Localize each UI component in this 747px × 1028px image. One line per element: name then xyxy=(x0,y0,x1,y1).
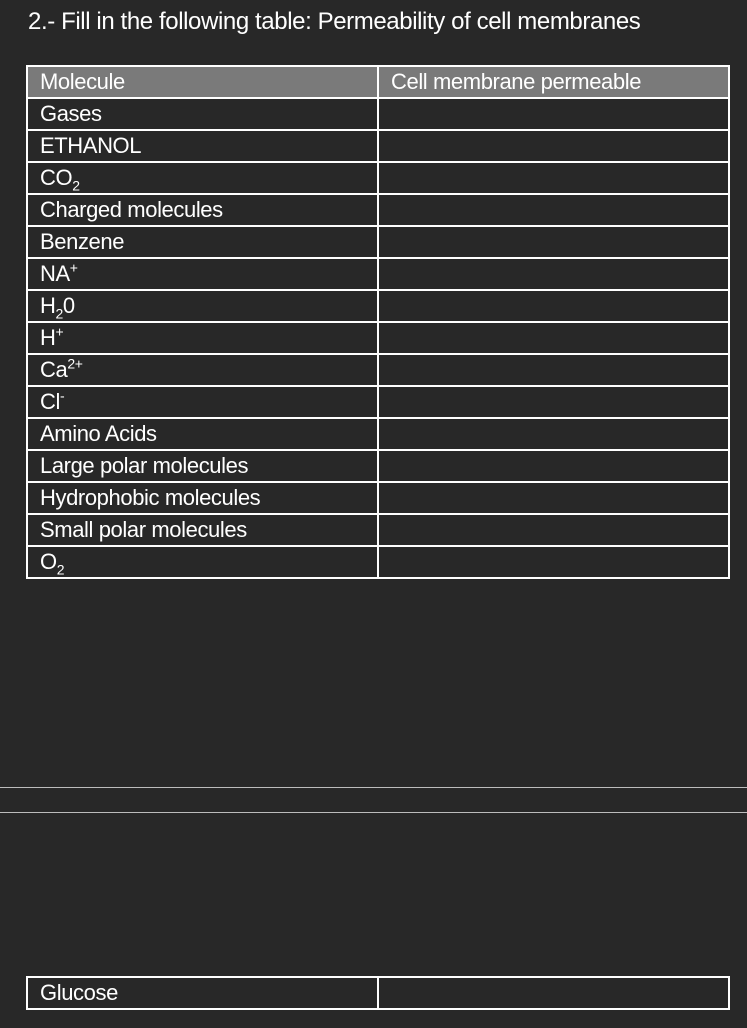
molecule-cell xyxy=(27,98,378,130)
molecule-name: H xyxy=(40,293,56,318)
molecule-cell xyxy=(27,162,378,194)
table-row xyxy=(27,130,729,162)
glucose-table xyxy=(26,976,730,1010)
molecule-cell xyxy=(27,418,378,450)
molecule-name: Hydrophobic molecules xyxy=(40,485,261,510)
molecule-name: Large polar molecules xyxy=(40,453,249,478)
permeable-answer-cell[interactable] xyxy=(378,130,729,162)
table-row xyxy=(27,354,729,386)
table-row xyxy=(27,226,729,258)
col-header-molecule: Molecule xyxy=(27,66,378,98)
table-row xyxy=(27,482,729,514)
molecule-cell xyxy=(27,354,378,386)
molecule-name: Cl xyxy=(40,389,60,414)
permeable-answer-cell[interactable] xyxy=(378,194,729,226)
permeable-answer-cell[interactable] xyxy=(378,418,729,450)
molecule-cell xyxy=(27,258,378,290)
permeable-answer-cell[interactable] xyxy=(378,322,729,354)
table-row xyxy=(27,98,729,130)
divider-line xyxy=(0,812,747,813)
molecule-name: H xyxy=(40,325,56,350)
permeable-answer-cell[interactable] xyxy=(378,450,729,482)
permeable-answer-cell[interactable] xyxy=(378,354,729,386)
permeable-answer-cell[interactable] xyxy=(378,290,729,322)
molecule-name: CO xyxy=(40,165,73,190)
molecule-cell xyxy=(27,194,378,226)
table-header-row xyxy=(27,66,729,98)
molecule-name: NA xyxy=(40,261,70,286)
molecule-cell xyxy=(27,482,378,514)
molecule-name: Glucose xyxy=(40,980,118,1005)
molecule-superscript: 2+ xyxy=(67,355,83,372)
molecule-cell xyxy=(27,130,378,162)
divider-line xyxy=(0,787,747,788)
table-row xyxy=(27,162,729,194)
permeable-answer-cell[interactable] xyxy=(378,162,729,194)
table-row xyxy=(27,322,729,354)
permeable-answer-cell[interactable] xyxy=(378,514,729,546)
molecule-cell xyxy=(27,322,378,354)
table-row xyxy=(27,194,729,226)
table-row xyxy=(27,418,729,450)
molecule-name: Amino Acids xyxy=(40,421,157,446)
molecule-cell xyxy=(27,514,378,546)
permeable-answer-cell[interactable] xyxy=(378,977,729,1009)
table-row xyxy=(27,977,729,1009)
molecule-cell xyxy=(27,290,378,322)
permeability-table xyxy=(26,65,730,579)
table-row xyxy=(27,546,729,578)
molecule-subscript: 2 xyxy=(56,561,65,578)
permeable-answer-cell[interactable] xyxy=(378,482,729,514)
page-title: 2.- Fill in the following table: Permeability of cell membranes xyxy=(28,8,641,35)
molecule-cell xyxy=(27,450,378,482)
col-header-permeable: Cell membrane permeable xyxy=(378,66,729,98)
molecule-cell xyxy=(27,226,378,258)
molecule-name: Small polar molecules xyxy=(40,517,247,542)
molecule-superscript: + xyxy=(69,259,78,276)
molecule-name: Gases xyxy=(40,101,102,126)
molecule-subscript: 2 xyxy=(55,305,63,322)
molecule-name: Charged molecules xyxy=(40,197,223,222)
molecule-superscript: + xyxy=(55,323,64,340)
table-row xyxy=(27,386,729,418)
table-row xyxy=(27,514,729,546)
permeable-answer-cell[interactable] xyxy=(378,546,729,578)
molecule-name: O xyxy=(40,549,57,574)
molecule-name: Ca xyxy=(40,357,68,382)
table-row xyxy=(27,450,729,482)
molecule-subscript: 2 xyxy=(72,177,80,194)
molecule-name: ETHANOL xyxy=(40,133,142,158)
molecule-cell xyxy=(27,546,378,578)
permeable-answer-cell[interactable] xyxy=(378,226,729,258)
permeable-answer-cell[interactable] xyxy=(378,258,729,290)
molecule-name: Benzene xyxy=(40,229,125,254)
table-row xyxy=(27,258,729,290)
permeable-answer-cell[interactable] xyxy=(378,386,729,418)
molecule-cell xyxy=(27,386,378,418)
molecule-cell xyxy=(27,977,378,1009)
permeable-answer-cell[interactable] xyxy=(378,98,729,130)
molecule-tail: 0 xyxy=(62,293,75,318)
molecule-superscript: - xyxy=(59,387,65,404)
table-row xyxy=(27,290,729,322)
